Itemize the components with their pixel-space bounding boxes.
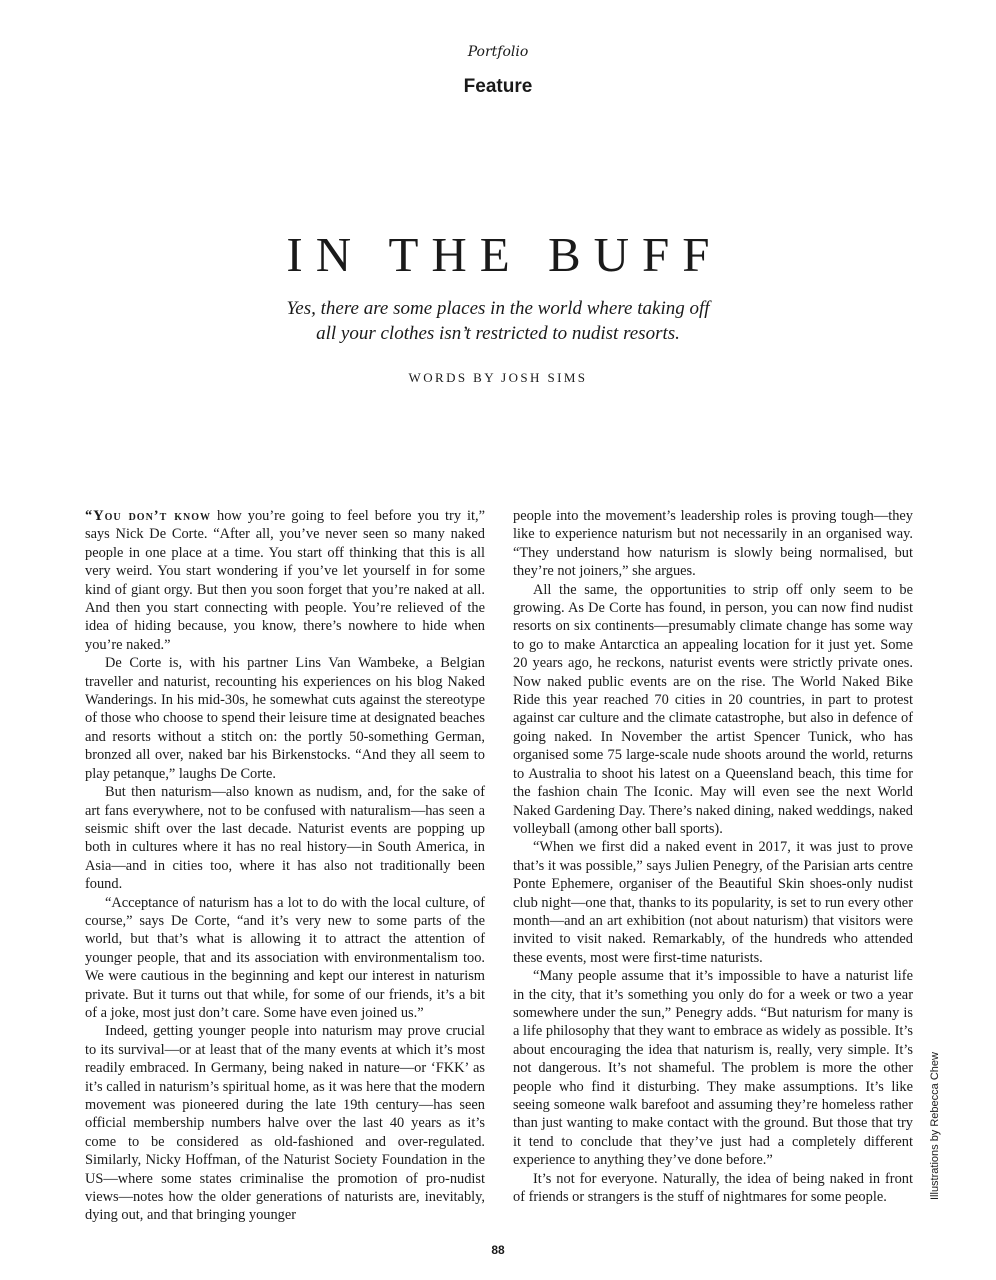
body-column-left	[85, 507, 485, 1225]
standfirst	[248, 296, 748, 346]
byline: WORDS BY JOSH SIMS	[408, 370, 588, 385]
section-label: Portfolio	[467, 44, 529, 60]
category-label: Feature	[463, 76, 533, 97]
paragraph-3: But then naturism—also known as nudism, and, for the sake of art fans everywhere, not to be confused with naturalism—has seen a seismic shift over the last decade. Naturist events are popping up both in cultures where it has no real history—in South America, in Asia—and in cities too, where it has also not traditionally been found.	[85, 784, 485, 893]
paragraph-9: It’s not for everyone. Naturally, the idea of being naked in front of friends or strangers is the stuff of nightmares for some people.	[513, 1170, 913, 1206]
standfirst-line-1: Yes, there are some places in the world where taking off	[286, 298, 710, 319]
body-column-right	[513, 507, 913, 1206]
paragraph-1-text: how you’re going to feel before you try it,” says Nick De Corte. “After all, you’ve never seen so many naked people in one place at a time. You start off thinking that this is all very weird. You start wondering if you’ve let yourself in for some kind of giant orgy. But then you soon forget that you’re naked at all. And then you start connecting with people. You’re relieved of the idea of hiding because, you know, there’s nowhere to hide when you’re naked.”	[85, 508, 486, 653]
page-number: 88	[491, 1243, 505, 1257]
paragraph-4: “Acceptance of naturism has a lot to do with the local culture, of course,” says De Corte, “and it’s very new to some parts of the world, but that’s what is allowing it to attract the attention of younger people, that and its association with environmentalism too. We were cautious in the beginning and kept our interest in naturism private. But it turns out that while, for some of our friends, it’s a bit of a joke, most just don’t care. Some have even joined us.”	[85, 894, 485, 1021]
lead-in: “You don’t know	[85, 508, 212, 524]
illustration-credit: Illustrations by Rebecca Chew	[929, 1052, 941, 1200]
standfirst-line-2: all your clothes isn’t restricted to nudist resorts.	[316, 323, 680, 344]
paragraph-5-continued: people into the movement’s leadership roles is proving tough—they like to experience naturism but not necessarily in an organised way. “They understand how naturism is slowly being normalised, but they’re not joiners,” she argues.	[513, 508, 913, 580]
paragraph-2: De Corte is, with his partner Lins Van Wambeke, a Belgian traveller and naturist, recounting his experiences on his blog Naked Wanderings. In his mid-30s, he somewhat cuts against the stereotype of those who choose to spend their leisure time at designated beaches and resorts without a stitch on: the portly 50-something German, bronzed all over, naked bar his Birkenstocks. “And they all seem to play petanque,” laughs De Corte.	[85, 655, 485, 782]
paragraph-5: Indeed, getting younger people into naturism may prove crucial to its survival—or at least that of the many events at which it’s most readily embraced. In Germany, being naked in nature—or ‘FKK’ as it’s called in naturism’s spiritual home, as it was here that the modern movement was pioneered during the late 19th century—has seen official membership numbers halve over the last 40 years as it’s come to be considered as old-fashioned and over-regulated. Similarly, Nicky Hoffman, of the Naturist Society Foundation in the US—where some states criminalise the promotion of pro-nudist views—notes how the older generations of naturists are, inevitably, dying out, and that bringing younger	[85, 1023, 485, 1224]
article-title: IN THE BUFF	[286, 227, 723, 282]
paragraph-8: “Many people assume that it’s impossible to have a naturist life in the city, that it’s something you only do for a week or two a year somewhere under the sun,” Penegry adds. “But naturism for many is a life philosophy that they want to embrace as widely as possible. It’s about encouraging the idea that naturism is, really, very simple. It’s not dangerous. It’s not shameful. The problem is more the other people who find it disturbing. They make assumptions. It’s like seeing someone walk barefoot and assuming they’re homeless rather than just wanting to make contact with the ground. But those that try it tend to conclude that they’ve just had a completely different experience to anything they’ve done before.”	[513, 968, 913, 1169]
paragraph-7: “When we first did a naked event in 2017, it was just to prove that’s it was possible,” says Julien Penegry, of the Parisian arts centre Ponte Ephemere, organiser of the Beautiful Skin shoes-only nudist club night—one that, thanks to its popularity, is set to run every other month—and an art exhibition (not about naturism) that visitors were invited to visit naked. Remarkably, of the hundreds who attended these events, most were first-time naturists.	[513, 839, 913, 966]
paragraph-6: All the same, the opportunities to strip off only seem to be growing. As De Corte has found, in person, you can now find nudist resorts on six continents—presumably climate change has some way to go to make Antarctica an appealing location for it just yet. Some 20 years ago, he reckons, naturist events were strictly private ones. Now naked public events are on the rise. The World Naked Bike Ride this year reached 70 cities in 20 countries, in part to protest against car culture and the climate catastrophe, but also in defence of going naked. In November the artist Spencer Tunick, who has organised some 75 large-scale nude shoots around the world, returns to Australia to shoot his latest on a Queensland beach, this time for the fashion chain The Iconic. May will even see the next World Naked Gardening Day. There’s naked dining, naked weddings, naked volleyball (among other ball sports).	[513, 581, 913, 837]
paragraph-1	[85, 507, 485, 654]
